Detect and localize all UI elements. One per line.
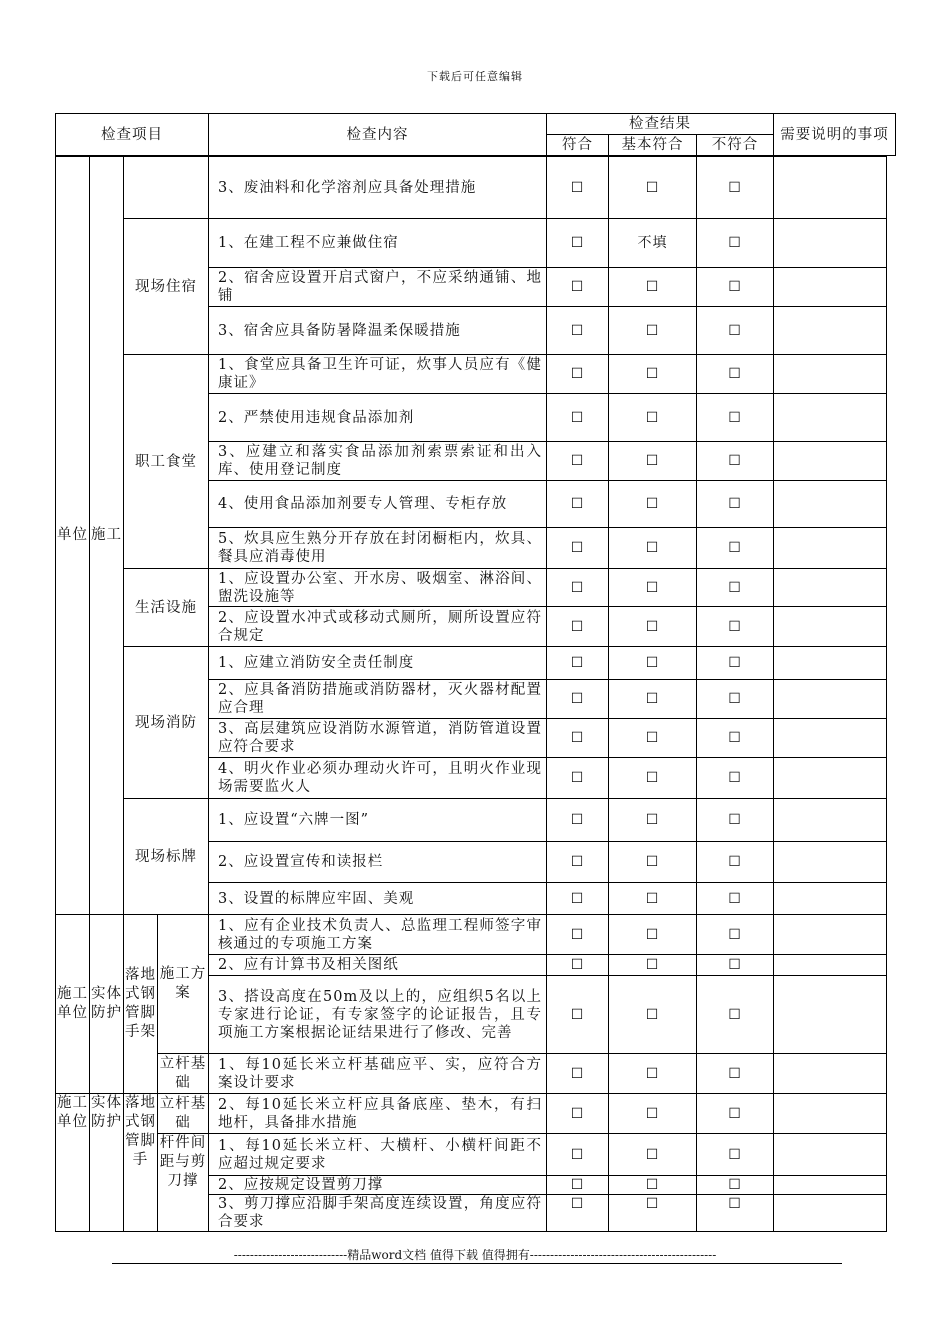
category-fire: 现场消防 — [124, 647, 209, 799]
checkbox-conform[interactable]: ☐ — [547, 1176, 609, 1195]
check-content: 2、每10延长米立杆应具备底座、垫木，有扫地杆，具备排水措施 — [209, 1094, 547, 1134]
checkbox-nonconform[interactable]: ☐ — [697, 1195, 774, 1232]
checkbox-basic[interactable]: ☐ — [609, 442, 697, 481]
note-cell[interactable] — [774, 442, 887, 481]
checkbox-nonconform[interactable]: ☐ — [697, 1094, 774, 1134]
checkbox-nonconform[interactable]: ☐ — [697, 157, 774, 219]
check-content: 5、炊具应生熟分开存放在封闭橱柜内，炊具、餐具应消毒使用 — [209, 528, 547, 569]
checkbox-basic[interactable]: ☐ — [609, 1176, 697, 1195]
checkbox-basic[interactable]: ☐ — [609, 915, 697, 955]
checkbox-nonconform[interactable]: ☐ — [697, 883, 774, 915]
check-content: 3、搭设高度在50m及以上的，应组织5名以上专家进行论证，有专家签字的论证报告，且专项施工方案根据论证结果进行了修改、完善 — [209, 976, 547, 1054]
checkbox-basic[interactable]: ☐ — [609, 1054, 697, 1094]
note-cell[interactable] — [774, 719, 887, 758]
footer-text: ----------------------------精品word文档 值得下载 值得拥有---------------------------------------------- — [233, 1248, 717, 1262]
checkbox-conform[interactable]: ☐ — [547, 955, 609, 976]
note-cell[interactable] — [774, 915, 887, 955]
checkbox-basic[interactable]: ☐ — [609, 719, 697, 758]
checkbox-conform[interactable]: ☐ — [547, 915, 609, 955]
check-content: 2、严禁使用违规食品添加剂 — [209, 394, 547, 442]
checkbox-nonconform[interactable]: ☐ — [697, 1054, 774, 1094]
checkbox-conform[interactable]: ☐ — [547, 307, 609, 355]
checkbox-basic[interactable]: ☐ — [609, 1134, 697, 1176]
note-cell[interactable] — [774, 157, 887, 219]
checkbox-conform[interactable]: ☐ — [547, 883, 609, 915]
pole-base-label: 立杆基础 — [158, 1094, 209, 1134]
checkbox-basic[interactable]: ☐ — [609, 758, 697, 799]
category-facilities: 生活设施 — [124, 569, 209, 647]
construction-label: 施工 — [90, 157, 124, 915]
checkbox-nonconform[interactable]: ☐ — [697, 955, 774, 976]
checkbox-nonconform[interactable]: ☐ — [697, 528, 774, 569]
checkbox-nonconform[interactable]: ☐ — [697, 569, 774, 607]
category-accommodation: 现场住宿 — [124, 219, 209, 355]
checkbox-nonconform[interactable]: ☐ — [697, 1176, 774, 1195]
checkbox-basic[interactable]: ☐ — [609, 607, 697, 647]
unit-label: 单位 — [56, 157, 90, 915]
check-content: 1、在建工程不应兼做住宿 — [209, 219, 547, 268]
checkbox-basic[interactable]: ☐ — [609, 883, 697, 915]
checkbox-nonconform[interactable]: ☐ — [697, 394, 774, 442]
header-basic: 基本符合 — [609, 135, 697, 156]
basic-status-text: 不填 — [609, 219, 697, 268]
checkbox-basic[interactable]: ☐ — [609, 842, 697, 883]
page-header: 下载后可任意编辑 — [427, 70, 523, 83]
checkbox-conform[interactable]: ☐ — [547, 680, 609, 719]
checkbox-basic[interactable]: ☐ — [609, 157, 697, 219]
checkbox-nonconform[interactable]: ☐ — [697, 307, 774, 355]
checkbox-conform[interactable]: ☐ — [547, 157, 609, 219]
checkbox-nonconform[interactable]: ☐ — [697, 842, 774, 883]
checkbox-conform[interactable]: ☐ — [547, 719, 609, 758]
checkbox-nonconform[interactable]: ☐ — [697, 481, 774, 528]
note-cell[interactable] — [774, 569, 887, 607]
checkbox-conform[interactable]: ☐ — [547, 799, 609, 842]
checkbox-basic[interactable]: ☐ — [609, 955, 697, 976]
checkbox-basic[interactable]: ☐ — [609, 355, 697, 394]
note-cell[interactable] — [774, 647, 887, 680]
checkbox-nonconform[interactable]: ☐ — [697, 1134, 774, 1176]
checkbox-nonconform[interactable]: ☐ — [697, 976, 774, 1054]
check-content: 2、应设置水冲式或移动式厕所，厕所设置应符合规定 — [209, 607, 547, 647]
checkbox-nonconform[interactable]: ☐ — [697, 355, 774, 394]
checkbox-nonconform[interactable]: ☐ — [697, 680, 774, 719]
note-cell[interactable] — [774, 528, 887, 569]
check-content: 1、应有企业技术负责人、总监理工程师签字审核通过的专项施工方案 — [209, 915, 547, 955]
checkbox-conform[interactable]: ☐ — [547, 268, 609, 307]
check-content: 3、剪刀撑应沿脚手架高度连续设置，角度应符合要求 — [209, 1195, 547, 1232]
header-content: 检查内容 — [209, 114, 547, 156]
check-content: 1、应设置“六牌一图” — [209, 799, 547, 842]
checkbox-basic[interactable]: ☐ — [609, 481, 697, 528]
header-note: 需要说明的事项 — [774, 114, 896, 156]
checkbox-basic[interactable]: ☐ — [609, 647, 697, 680]
footer-divider — [112, 1263, 842, 1264]
checkbox-nonconform[interactable]: ☐ — [697, 799, 774, 842]
checkbox-nonconform[interactable]: ☐ — [697, 758, 774, 799]
check-content: 3、应建立和落实食品添加剂索票索证和出入库、使用登记制度 — [209, 442, 547, 481]
check-content: 3、废油料和化学溶剂应具备处理措施 — [209, 157, 547, 219]
checkbox-basic[interactable]: ☐ — [609, 680, 697, 719]
note-cell[interactable] — [774, 307, 887, 355]
check-content: 1、食堂应具备卫生许可证，炊事人员应有《健康证》 — [209, 355, 547, 394]
checkbox-conform[interactable]: ☐ — [547, 842, 609, 883]
header-result: 检查结果 — [547, 114, 774, 135]
check-content: 1、每10延长米立杆、大横杆、小横杆间距不应超过规定要求 — [209, 1134, 547, 1176]
checkbox-nonconform[interactable]: ☐ — [697, 442, 774, 481]
check-content: 2、应具备消防措施或消防器材，灭火器材配置应合理 — [209, 680, 547, 719]
scaffold-label: 落地式钢管脚手架 — [124, 915, 158, 1094]
protection-label: 实体防护 — [90, 1094, 124, 1232]
check-content: 3、设置的标牌应牢固、美观 — [209, 883, 547, 915]
checkbox-conform[interactable]: ☐ — [547, 355, 609, 394]
note-cell[interactable] — [774, 481, 887, 528]
checkbox-conform[interactable]: ☐ — [547, 647, 609, 680]
checkbox-nonconform[interactable]: ☐ — [697, 647, 774, 680]
note-cell[interactable] — [774, 1176, 887, 1195]
check-content: 2、应有计算书及相关图纸 — [209, 955, 547, 976]
checkbox-basic[interactable]: ☐ — [609, 307, 697, 355]
checkbox-nonconform[interactable]: ☐ — [697, 219, 774, 268]
checkbox-nonconform[interactable]: ☐ — [697, 719, 774, 758]
note-cell[interactable] — [774, 219, 887, 268]
checkbox-nonconform[interactable]: ☐ — [697, 268, 774, 307]
check-content: 4、使用食品添加剂要专人管理、专柜存放 — [209, 481, 547, 528]
note-cell[interactable] — [774, 1094, 887, 1134]
header-conform: 符合 — [547, 135, 609, 156]
check-content: 1、应建立消防安全责任制度 — [209, 647, 547, 680]
checkbox-conform[interactable]: ☐ — [547, 1195, 609, 1232]
spacing-label: 杆件间距与剪刀撑 — [158, 1134, 209, 1232]
checkbox-conform[interactable]: ☐ — [547, 528, 609, 569]
check-content: 1、应设置办公室、开水房、吸烟室、淋浴间、盥洗设施等 — [209, 569, 547, 607]
check-content: 1、每10延长米立杆基础应平、实，应符合方案设计要求 — [209, 1054, 547, 1094]
checkbox-basic[interactable]: ☐ — [609, 799, 697, 842]
note-cell[interactable] — [774, 1195, 887, 1232]
check-content: 3、宿舍应具备防暑降温柔保暖措施 — [209, 307, 547, 355]
header-nonconform: 不符合 — [697, 135, 774, 156]
note-cell[interactable] — [774, 607, 887, 647]
scaffold-label: 落地式钢管脚手 — [124, 1094, 158, 1232]
unit-label: 施工单位 — [56, 915, 90, 1094]
checkbox-basic[interactable]: ☐ — [609, 1094, 697, 1134]
category-canteen: 职工食堂 — [124, 355, 209, 569]
checkbox-basic[interactable]: ☐ — [609, 976, 697, 1054]
check-content: 2、应设置宣传和读报栏 — [209, 842, 547, 883]
checkbox-conform[interactable]: ☐ — [547, 1054, 609, 1094]
checkbox-conform[interactable]: ☐ — [547, 1134, 609, 1176]
check-content: 4、明火作业必须办理动火许可，且明火作业现场需要监火人 — [209, 758, 547, 799]
note-cell[interactable] — [774, 883, 887, 915]
check-content: 2、宿舍应设置开启式窗户，不应采纳通铺、地铺 — [209, 268, 547, 307]
table-header — [55, 113, 896, 156]
checkbox-conform[interactable]: ☐ — [547, 219, 609, 268]
checkbox-conform[interactable]: ☐ — [547, 481, 609, 528]
category-signage: 现场标牌 — [124, 799, 209, 915]
checkbox-basic[interactable]: ☐ — [609, 528, 697, 569]
checkbox-conform[interactable]: ☐ — [547, 976, 609, 1054]
plan-label: 施工方案 — [158, 915, 209, 1054]
note-cell[interactable] — [774, 842, 887, 883]
checkbox-basic[interactable]: ☐ — [609, 1195, 697, 1232]
checkbox-basic[interactable]: ☐ — [609, 394, 697, 442]
checkbox-conform[interactable]: ☐ — [547, 758, 609, 799]
note-cell[interactable] — [774, 355, 887, 394]
note-cell[interactable] — [774, 955, 887, 976]
pole-base-label: 立杆基础 — [158, 1054, 209, 1094]
unit-label: 施工单位 — [56, 1094, 90, 1232]
inspection-table — [55, 156, 887, 1232]
checkbox-basic[interactable]: ☐ — [609, 268, 697, 307]
note-cell[interactable] — [774, 394, 887, 442]
category-empty — [124, 157, 209, 219]
note-cell[interactable] — [774, 1134, 887, 1176]
check-content: 3、高层建筑应设消防水源管道，消防管道设置应符合要求 — [209, 719, 547, 758]
note-cell[interactable] — [774, 976, 887, 1054]
checkbox-conform[interactable]: ☐ — [547, 1094, 609, 1134]
note-cell[interactable] — [774, 680, 887, 719]
note-cell[interactable] — [774, 1054, 887, 1094]
checkbox-conform[interactable]: ☐ — [547, 394, 609, 442]
checkbox-nonconform[interactable]: ☐ — [697, 915, 774, 955]
checkbox-conform[interactable]: ☐ — [547, 607, 609, 647]
header-item: 检查项目 — [56, 114, 209, 156]
checkbox-basic[interactable]: ☐ — [609, 569, 697, 607]
checkbox-nonconform[interactable]: ☐ — [697, 607, 774, 647]
note-cell[interactable] — [774, 268, 887, 307]
note-cell[interactable] — [774, 799, 887, 842]
check-content: 2、应按规定设置剪刀撑 — [209, 1176, 547, 1195]
checkbox-conform[interactable]: ☐ — [547, 569, 609, 607]
checkbox-conform[interactable]: ☐ — [547, 442, 609, 481]
note-cell[interactable] — [774, 758, 887, 799]
protection-label: 实体防护 — [90, 915, 124, 1094]
